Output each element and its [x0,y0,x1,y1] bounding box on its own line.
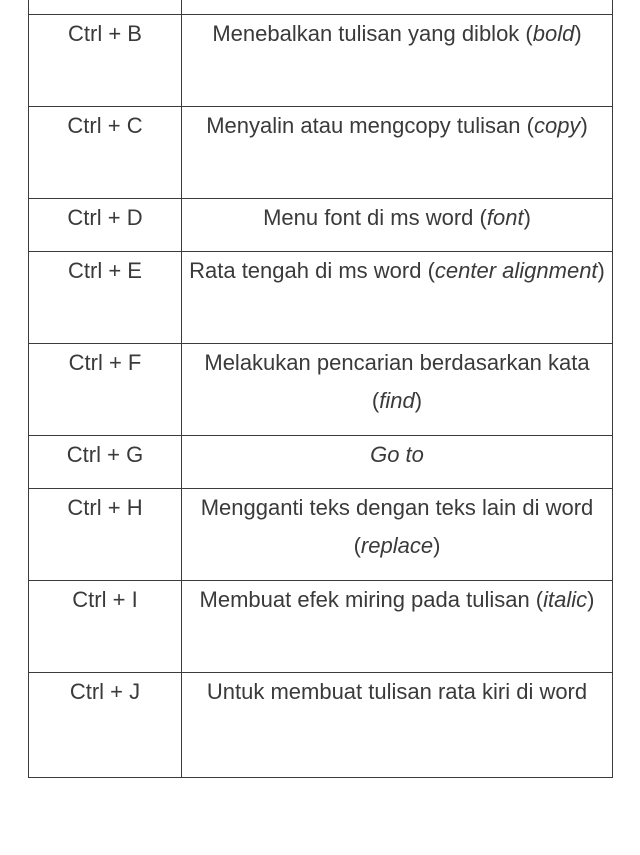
table-row [29,15,613,107]
table-row [29,344,613,436]
shortcut-description [182,489,613,581]
table-row [29,581,613,673]
description-text-end: ) [523,205,531,230]
description-text: Menyalin atau mengcopy tulisan ( [206,113,534,138]
shortcut-key: Ctrl + D [29,199,182,252]
english-term: bold [532,21,575,46]
shortcut-description [182,107,613,199]
description-text-end: ) [433,533,441,558]
table-row [29,199,613,252]
shortcut-key: Ctrl + F [29,344,182,436]
shortcut-description [182,344,613,436]
description-text-end: ) [580,113,588,138]
shortcut-table [28,0,613,778]
english-term: font [486,205,524,230]
shortcut-key: Ctrl + B [29,15,182,107]
shortcut-key: Ctrl + G [29,436,182,489]
table-cell [29,0,182,15]
shortcut-description [182,436,613,489]
shortcut-key: Ctrl + J [29,673,182,778]
english-term: find [379,388,415,413]
shortcut-key: Ctrl + I [29,581,182,673]
table-row [29,436,613,489]
table-cell [182,0,613,15]
description-text-end: ) [574,21,582,46]
english-term: center alignment [434,258,598,283]
shortcut-description [182,581,613,673]
description-text-end: ) [414,388,423,413]
shortcut-key: Ctrl + H [29,489,182,581]
shortcut-description [182,673,613,778]
english-term: Go to [370,442,424,467]
english-term: copy [533,113,581,138]
description-text: Menebalkan tulisan yang diblok ( [212,21,533,46]
description-text: Rata tengah di ms word ( [189,258,435,283]
table-row [29,252,613,344]
description-text: Untuk membuat tulisan rata kiri di word [206,679,588,704]
description-text: Melakukan pencarian berdasarkan kata ( [204,350,590,413]
description-text-end: ) [587,587,595,612]
shortcut-description [182,15,613,107]
shortcut-key: Ctrl + E [29,252,182,344]
description-text: Mengganti teks dengan teks lain di word ( [200,495,594,558]
description-text: Menu font di ms word ( [263,205,487,230]
english-term: italic [543,587,588,612]
description-text-end: ) [597,258,605,283]
shortcut-description [182,252,613,344]
shortcut-key: Ctrl + C [29,107,182,199]
description-text: Membuat efek miring pada tulisan ( [199,587,544,612]
table-row [29,489,613,581]
table-row [29,673,613,778]
english-term: replace [360,533,434,558]
table-row [29,107,613,199]
table-row [29,0,613,15]
shortcut-description [182,199,613,252]
